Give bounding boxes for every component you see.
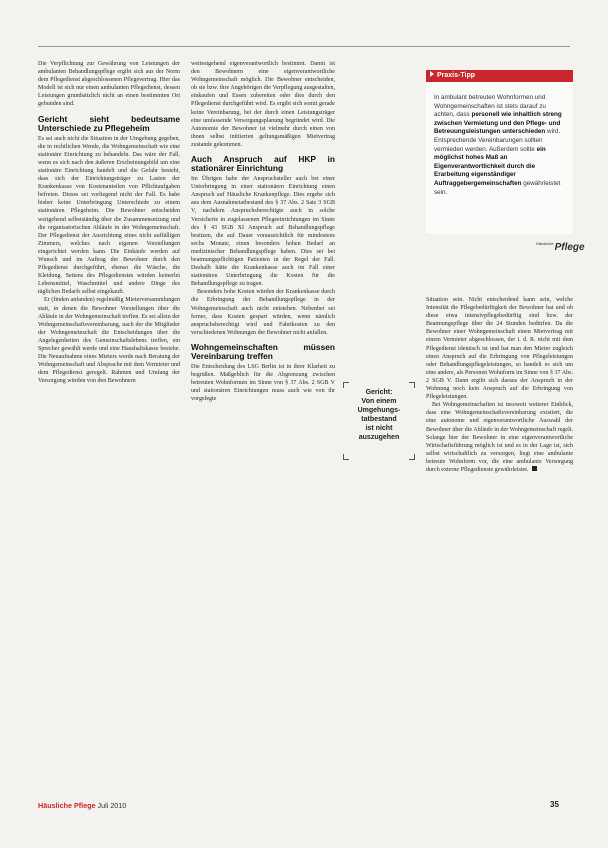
logo-big-text: Pflege	[554, 242, 585, 253]
quote-line: ist nicht	[365, 425, 393, 432]
quote-line: Von einem	[361, 398, 397, 405]
article-column-3	[426, 296, 573, 474]
logo-small-text: Häusliche	[536, 241, 554, 246]
page-number: 35	[550, 800, 559, 809]
footer-issue: Juli 2010	[97, 801, 127, 810]
tip-title: Praxis-Tipp	[437, 72, 475, 79]
article-column-1	[38, 60, 180, 385]
end-mark-icon	[532, 466, 537, 471]
quote-line: Gericht:	[365, 389, 393, 396]
tip-emphasis: ein möglichst hohes Maß an Eigenverantwortlichkeit durch die Erarbeitung eigenständiger Auftraggebergemeinschaften	[434, 145, 546, 187]
paragraph: Besonders hohe Kosten würden der Krankenkasse durch die Erbringung der Behandlungspflege in der Wohngemeinschaft auch nicht entstehen. Nebenbei sei ferner, dass Kosten gespart würden, wenn nämlich anspruchsberechtigt wird und Fahrtkosten zu den verschiedenen Wohnungen der Bewohner nicht anfallen.	[191, 289, 335, 336]
subheading: Auch Anspruch auf HKP in stationärer Einrichtung	[191, 154, 335, 174]
bracket-corner	[409, 454, 415, 460]
paragraph: weitestgehend eigenverantwortlich bestimmt. Damit ist den Bewohnern eine eigenverantwortliche Wohngemeinschaft möglich. Die Bewohner entscheiden, ob sie bzw. ihre Angehörigen die Verpflegung ausgestalten, einkaufen und Essen zubereiten oder dies durch den Pflegedienst durchgeführt wird. Es ergibt sich somit gerade keine Vereinbarung, bei der durch einen Leistungsträger eine umfassende Versorgungsplanung begründet wird. Die Autonomie der Bewohner ist vielmehr durch einen von ihnen selbst initiierten geltungsmäßigen Mietvertrag zustande gekommen.	[191, 61, 335, 148]
paragraph: Die Verpflichtung zur Gewährung von Leistungen der ambulanten Behandlungspflege ergibt sich aus der Norm dem Pflegedienst abgeschlossenen Pflegevertrag. Hier das Modell ist sich nur einen ambulanten Pflegedienst, dessen Leistungen grundsätzlich nicht an einen bestimmten Ort gebunden sind.	[38, 61, 180, 108]
subheading: Wohngemeinschaften müssen Vereinbarung treffen	[191, 341, 335, 361]
paragraph: Es sei auch nicht die Situation in der Umgebung gegeben, die in rechtlichen Wende, die Wohngemeinschaft wie eine stationäre Einrichtung zu behandeln. Das wäre der Fall, wenn es sich nach den äußeren Erscheinungsbild um eine stationäre Einrichtung handelt und die Gefahr besteht, dass sich der Einrichtungsträger zu Lasten der Krankenkasse von Kostenanteilen von Pflichtaufgaben befreien. Dieses sei vorliegend nicht der Fall. Es habe bisher keine Unterbringung Unterschiede zu einem stationären Pflegeheim. Die Bewohner entscheiden weitgehend selbstständig über die Zusammensetzung und die organisatorischen Abläufe in der Wohngemeinschaft. Der Pflegedienst der Ausrichtung eines nicht auffälligen Zimmers, welches nach eigenen Vorstellungen eingerichtet werden kann. Die Einkäufe werden auf Wunsch und im Auftrag der Bewohner durch den Pflegedienst durchgeführt, ebenso die Wäsche, die Kleidung. Seitens des Pflegedienstes würden keinerlei Lebensmittel, Waschmittel und andere Dinge des täglichen Bedarfs selbst eingekauft.	[38, 135, 180, 296]
quote-line: tatbestand	[361, 416, 397, 423]
practice-tip-box	[426, 70, 573, 234]
bracket-corner	[343, 454, 349, 460]
tip-text: gewährleistet sein.	[434, 179, 561, 196]
magazine-logo	[536, 242, 585, 253]
pull-quote	[343, 382, 415, 460]
footer-brand: Häusliche Pflege	[38, 801, 96, 810]
paragraph: Im Übrigen habe der Anspruchsteller auch bei einer Unterbringung in einer stationären Einrichtung einen Anspruch auf Häusliche Krankenpflege. Dies ergebe sich aus dem Ausnahmetatbestand des § 37 Abs. 2 Satz 3 SGB V, nachdem Anspruchsberechtigte auch in solche Versicherte in zugelassenen Pflegeeinrichtungen im Sinne des § 43 SGB XI Anspruch auf Behandlungspflege besitzen, die auf Dauer voraussichtlich für mindestens sechs Monate, einen besonders hohen Bedarf an medizinischer Behandlungspflege haben. Dies sei bei beatmungspflichtigen Patienten in der Regel der Fall. Deshalb hätte die Krankenkasse auch im Fall einer stationären Unterbringung die Kosten für die Behandlungspflege zu tragen.	[191, 176, 335, 288]
tip-text: In ambulant betreuten Wohnformen und Wohngemeinschaften ist stets darauf zu achten, dass	[434, 94, 546, 119]
paragraph: Situation sein. Nicht entscheidend kann sein, welche Intensität die Pflegebedürftigkeit der Bewohner hat und ob diese etwa intensivpflegebedürftig sind bzw. der Beatmungspflege über die 24 Stunden bedürfen. Da die Bewohner einer Wohngemeinschaft einen Mietvertrag mit einem Vermieter abgeschlossen, der i. d. R. nicht mit dem Pflegedienst identisch ist und hat man den Mieter zugleich einen Anspruch auf die Erbringung von Pflegeleistungen oder Behandlungspflegeleistungen, so handelt es sich um eine andere, als Personen Wohnform im Sinne von § 37 Abs. 2 SGB V. Dann ergibt sich daraus der Anspruch in der Wohnung noch kein Anspruch auf die Erbringung von Pflegeleistungen.	[426, 297, 573, 401]
subheading: Gericht sieht bedeutsame Unterschiede zu Pflegeheim	[38, 113, 180, 133]
article-column-2	[191, 60, 335, 403]
paragraph-text: Bei Wohngemeinschaften ist insoweit weiterer Einblick, dass eine Wohngemeinschaftsvereinbarung existiert, die eine autonome und eigenverantwortliche Auswahl der Bewohner über die Abläufe in der Wohngemeinschaft regelt. Solange hier der Bewohner in eine eigenverantwortliche Wirtschaftsführung möglich ist und es in der Lage ist, sich selbst wirtschaftlich zu versorgen, liegt eine ambulante betreute Wohnform vor, die eine ambulante Versorgung durch externe Pflegedienste gewährleistet.	[426, 402, 573, 473]
quote-line: Umgehungs-	[357, 407, 401, 414]
quote-line: auszugehen	[358, 434, 400, 441]
arrow-right-icon	[430, 71, 434, 77]
paragraph	[426, 401, 573, 474]
tip-header	[426, 70, 573, 82]
top-rule	[38, 46, 570, 47]
bracket-corner	[343, 382, 349, 388]
paragraph: Die Entscheidung des LSG Berlin ist in ihrer Klarheit zu begrüßen. Maßgeblich für die Abgrenzung zwischen betreuten Wohnformen im Sinne von § 37 Abs. 2 SGB V und stationären Einrichtungen muss auch wie von ihr vorgelegte	[191, 363, 335, 403]
tip-text: wird. Entsprechende Vereinbarungen sollten vermieden werden. Außerdem sollte	[434, 128, 561, 153]
footer-publication	[38, 801, 126, 810]
tip-emphasis: personell wie inhaltlich streng zwischen Vermietung und den Pflege- und Betreuungsleistungen unterschieden	[434, 111, 562, 136]
paragraph: Er (finden anfanden) regelmäßig Mieterversammlungen statt, in denen die Bewohner Vorstellungen über die Abläufe in der Wohngemeinschaft treffen. Es sei allein der Wohngemeinschaftsvereinbarung, nach der die Mitglieder der Wohngemeinschaft die Entscheidungen über die Angelegenheiten des Gemeinschaftslebens treffen, ein Sprecher gewählt werde und eine Haushaltskasse bestehe. Die Neuaufnahme eines Mieters werde nach Beratung der Wohngemeinschaft und Absprache mit dem Vermieter und dem Pflegedienst geregelt. Rahmen und Umfang der Versorgung würden von den Bewohnern	[38, 297, 180, 385]
tip-body	[426, 82, 573, 197]
bracket-corner	[409, 382, 415, 388]
